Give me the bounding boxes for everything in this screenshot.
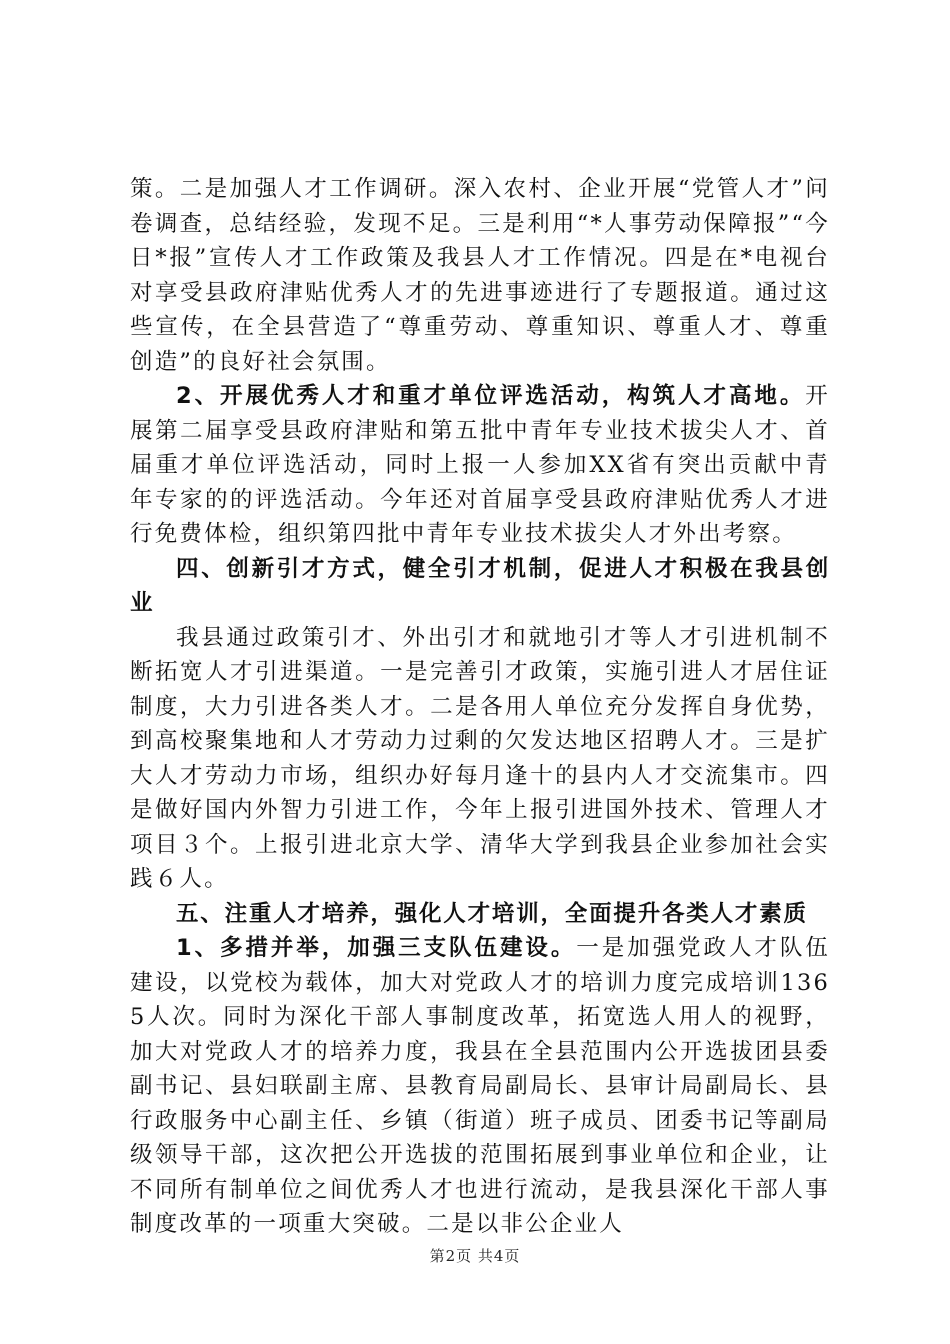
section-heading-four: 四、创新引才方式，健全引才机制，促进人才积极在我县创业 xyxy=(130,555,830,616)
paragraph-talent-introduction: 我县通过政策引才、外出引才和就地引才等人才引进机制不断拓宽人才引进渠道。一是完善引才政策，实施引进人才居住证制度，大力引进各类人才。二是各用人单位充分发挥自身优势，到高校聚集地和人才劳动力过剩的欠发达地区招聘人才。三是扩大人才劳动力市场，组织办好每月逢十的县内人才交流集市。四是做好国内外智力引进工作，今年上报引进国外技术、管理人才项目３个。上报引进北京大学、清华大学到我县企业参加社会实践６人。 xyxy=(130,624,830,892)
section-heading-five: 五、注重人才培养，强化人才培训，全面提升各类人才素质 xyxy=(176,900,808,927)
page-number-footer: 第2页 共4页 xyxy=(429,1247,521,1265)
paragraph-lead-bold: 2、开展优秀人才和重才单位评选活动，构筑人才高地。 xyxy=(176,383,806,409)
paragraph-continuation: 策。二是加强人才工作调研。深入农村、企业开展“党管人才”问卷调查，总结经验，发现不足。三是利用“*人事劳动保障报”“今日*报”宣传人才工作政策及我县人才工作情况。四是在*电视台对享受县政府津贴优秀人才的先进事迹进行了专题报道。通过这些宣传，在全县营造了“尊重劳动、尊重知识、尊重人才、尊重创造”的良好社会氛围。 xyxy=(130,176,830,375)
paragraph-three-teams xyxy=(130,931,830,1242)
paragraph-lead-bold: 1、多措并举，加强三支队伍建设。 xyxy=(176,935,577,961)
paragraph-text: 开展第二届享受县政府津贴和第五批中青年专业技术拔尖人才、首届重才单位评选活动，同时上报一人参加XX省有突出贡献中青年专家的的评选活动。今年还对首届享受县政府津贴优秀人才进行免费体检，组织第四批中青年专业技术拔尖人才外出考察。 xyxy=(130,383,830,547)
paragraph-talent-selection xyxy=(130,379,830,552)
paragraph-text: 一是加强党政人才队伍建设，以党校为载体，加大对党政人才的培训力度完成培训1365人次。同时为深化干部人事制度改革，拓宽选人用人的视野，加大对党政人才的培养力度，我县在全县范围内公开选拔团县委副书记、县妇联副主席、县教育局副局长、县审计局副局长、县行政服务中心副主任、乡镇（街道）班子成员、团委书记等副局级领导干部，这次把公开选拔的范围拓展到事业单位和企业，让不同所有制单位之间优秀人才也进行流动，是我县深化干部人事制度改革的一项重大突破。二是以非公企业人 xyxy=(130,935,830,1237)
document-body xyxy=(130,172,830,1242)
